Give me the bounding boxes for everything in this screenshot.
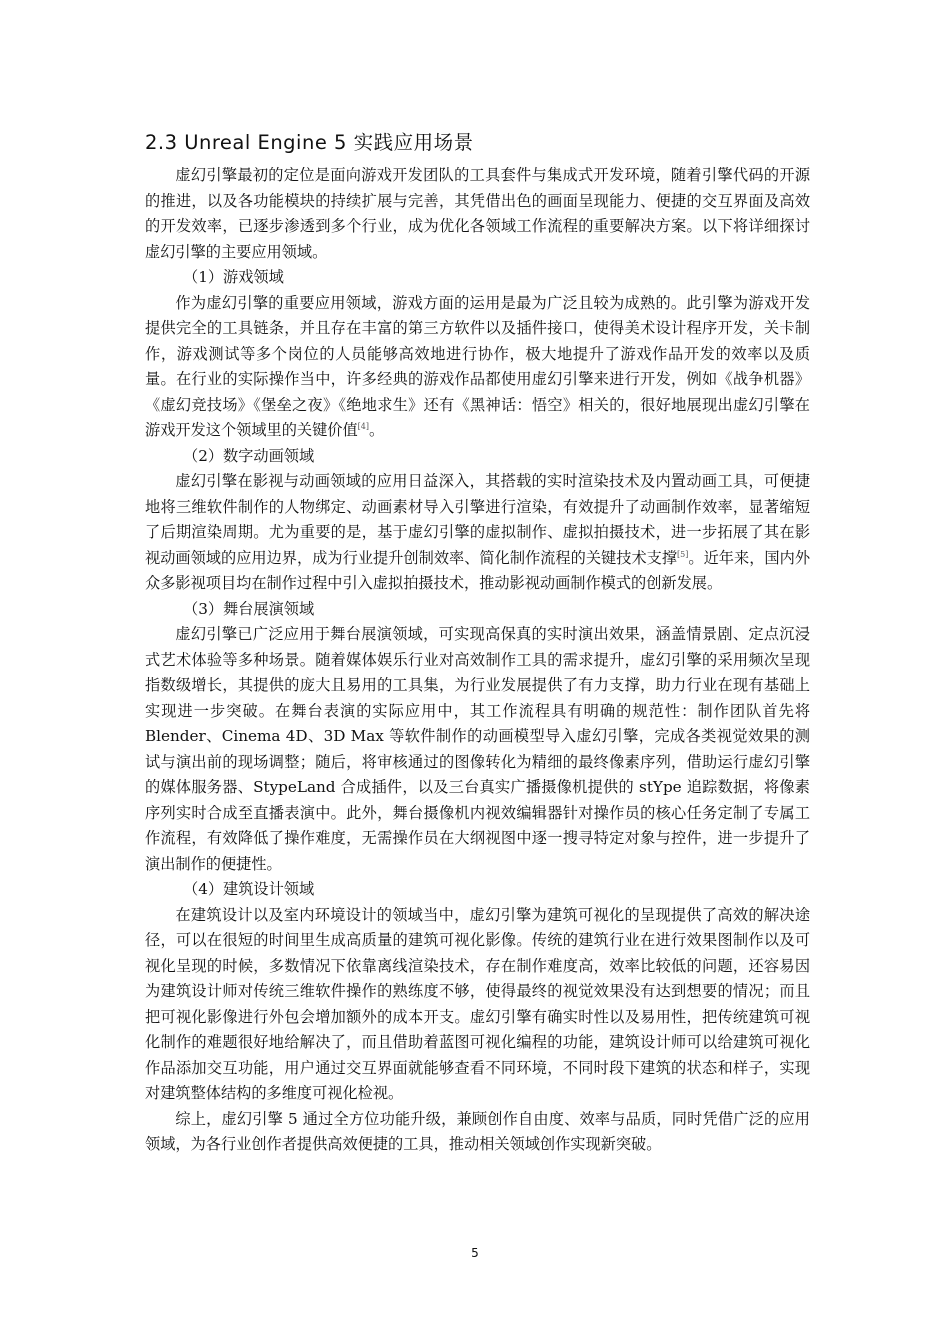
intro-paragraph: 虚幻引擎最初的定位是面向游戏开发团队的工具套件与集成式开发环境，随着引擎代码的开源的推进，以及各功能模块的持续扩展与完善，其凭借出色的画面呈现能力、便捷的交互界面及高效的开发效率，已逐步渗透到多个行业，成为优化各领域工作流程的重要解决方案。以下将详细探讨虚幻引擎的主要应用领域。 — [145, 166, 810, 261]
paragraph-games — [145, 291, 810, 444]
paragraph-architecture: 在建筑设计以及室内环境设计的领域当中，虚幻引擎为建筑可视化的呈现提供了高效的解决途径，可以在很短的时间里生成高质量的建筑可视化影像。传统的建筑行业在进行效果图制作以及可视化呈现的时候，多数情况下依靠离线渲染技术，存在制作难度高，效率比较低的问题，还容易因为建筑设计师对传统三维软件操作的熟练度不够，使得最终的视觉效果没有达到想要的情况；而且把可视化影像进行外包会增加额外的成本开支。虚幻引擎有确实时性以及易用性，把传统建筑可视化制作的难题很好地给解决了，而且借助着蓝图可视化编程的功能，建筑设计师可以给建筑可视化作品添加交互功能，用户通过交互界面就能够查看不同环境，不同时段下建筑的状态和样子，实现对建筑整体结构的多维度可视化检视。 — [145, 905, 810, 1102]
subsection-title-architecture: （4）建筑设计领域 — [183, 880, 315, 898]
conclusion-paragraph: 综上，虚幻引擎 5 通过全方位功能升级，兼顾创作自由度、效率与品质，同时凭借广泛的应用领域，为各行业创作者提供高效便捷的工具，推动相关领域创作实现新突破。 — [145, 1109, 810, 1153]
page-number: 5 — [471, 1246, 479, 1260]
citation-ref: [5] — [677, 549, 689, 559]
subsection-title-animation: （2）数字动画领域 — [183, 446, 315, 465]
subsection-title-games: （1）游戏领域 — [183, 268, 284, 286]
paragraph-stage: 虚幻引擎已广泛应用于舞台展演领域，可实现高保真的实时演出效果，涵盖情景剧、定点沉浸式艺术体验等多种场景。随着媒体娱乐行业对高效制作工具的需求提升，虚幻引擎的采用频次呈现指数级增长，其提供的庞大且易用的工具集，为行业发展提供了有力支撑，助力行业在现有基础上实现进一步突破。在舞台表演的实际应用中，其工作流程具有明确的规范性：制作团队首先将 Blender、Cinema 4D、3D Max 等软件制作的动画模型导入虚幻引擎，完成各类视觉效果的测试与演出前的现场调整；随后，将审核通过的图像转化为精细的最终像素序列，借助运行虚幻引擎的媒体服务器、StypeLand 合成插件，以及三台真实广播摄像机提供的 stYpe 追踪数据，将像素序列实时合成至直播表演中。此外，舞台摄像机内视效编辑器针对操作员的核心任务定制了专属工作流程，有效降低了操作难度，无需操作员在大纲视图中逐一搜寻特定对象与控件，进一步提升了演出制作的便捷性。 — [145, 625, 810, 873]
paragraph-tail: 。近年来，国内外众多影视项目均在制作过程中引入虚拟拍摄技术，推动影视动画制作模式的创新发展。 — [145, 548, 811, 592]
section-heading: 2.3 Unreal Engine 5 实践应用场景 — [145, 131, 474, 154]
citation-ref: [4] — [357, 421, 369, 431]
paragraph-text: 虚幻引擎在影视与动画领域的应用日益深入，其搭载的实时渲染技术及内置动画工具，可便捷地将三维软件制作的人物绑定、动画素材导入引擎进行渲染，有效提升了动画制作效率，显著缩短了后期渲染周期。尤为重要的是，基于虚幻引擎的虚拟制作、虚拟拍摄技术，进一步拓展了其在影视动画领域的应用边界，成为行业提升创制效率、简化制作流程的关键技术支撑 — [145, 472, 810, 567]
paragraph-animation — [145, 469, 810, 597]
paragraph-text: 作为虚幻引擎的重要应用领域，游戏方面的运用是最为广泛且较为成熟的。此引擎为游戏开发提供完全的工具链条，并且存在丰富的第三方软件以及插件接口，使得美术设计程序开发，关卡制作，游戏测试等多个岗位的人员能够高效地进行协作，极大地提升了游戏作品开发的效率以及质量。在行业的实际操作当中，许多经典的游戏作品都使用虚幻引擎来进行开发，例如《战争机器》《虚幻竞技场》《堡垒之夜》《绝地求生》还有《黑神话：悟空》相关的，很好地展现出虚幻引擎在游戏开发这个领域里的关键价值 — [145, 293, 810, 439]
paragraph-tail: 。 — [368, 421, 385, 439]
document-body — [145, 163, 810, 1158]
subsection-title-stage: （3）舞台展演领域 — [183, 599, 315, 618]
